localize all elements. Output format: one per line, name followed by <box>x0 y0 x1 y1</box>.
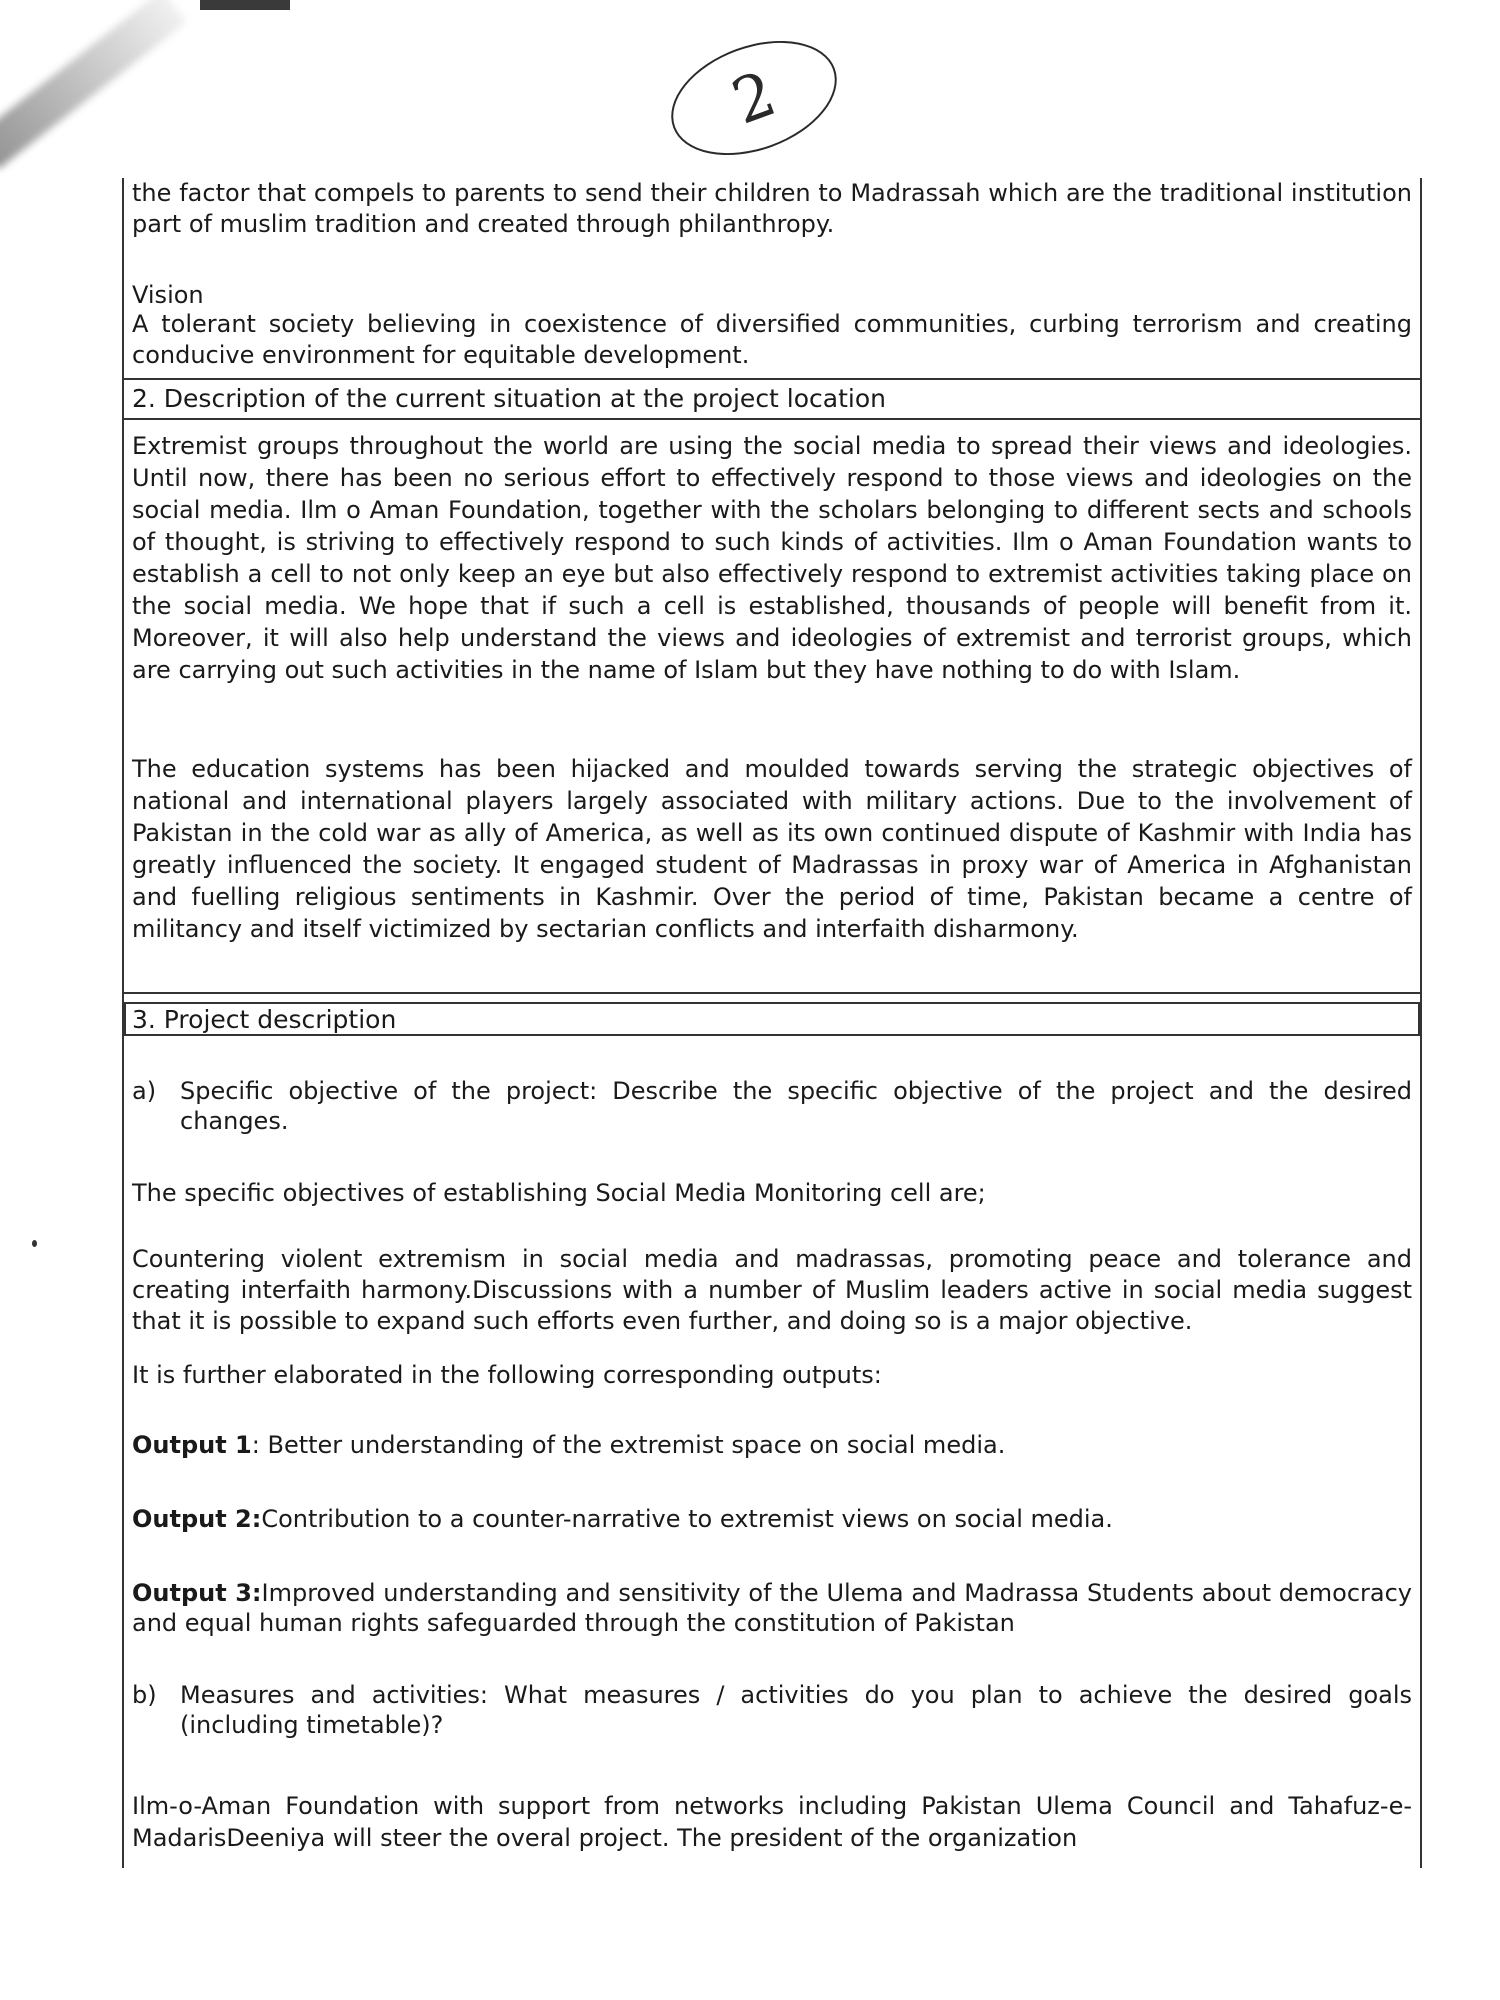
closing-paragraph: Ilm-o-Aman Foundation with support from networks including Pakistan Ulema Council and Tahafuz-e-MadarisDeeniya will steer the overal project. The president of the organization <box>132 1792 1412 1852</box>
objectives-intro: The specific objectives of establishing Social Media Monitoring cell are; <box>132 1179 986 1207</box>
section2-paragraph-2: The education systems has been hijacked and moulded towards serving the strategic objectives of national and international players largely associated with military actions. Due to the involvement of Pakistan in the cold war as ally of America, as well as its own continued dispute of Kashmir with India has greatly influenced the society. It engaged student of Madrassas in proxy war of America in Afghanistan and fuelling religious sentiments in Kashmir. Over the period of time, Pakistan became a centre of militancy and itself victimized by sectarian conflicts and interfaith disharmony. <box>132 755 1412 943</box>
list-marker: b) <box>132 1681 157 1709</box>
section3-heading: 3. Project description <box>132 1005 397 1034</box>
list-item-text: Measures and activities: What measures / activities do you plan to achieve the desired goals (including timetable)? <box>180 1681 1412 1739</box>
scan-corner-mark <box>200 0 290 10</box>
outputs-intro: It is further elaborated in the following corresponding outputs: <box>132 1361 882 1389</box>
vision-text: A tolerant society believing in coexistence of diversified communities, curbing terrorism and creating conducive environment for equitable development. <box>132 310 1412 369</box>
list-item-a <box>132 1076 1412 1136</box>
scan-smudge <box>0 0 187 170</box>
section-divider <box>122 418 1422 420</box>
objectives-paragraph: Countering violent extremism in social media and madrassas, promoting peace and tolerance and creating interfaith harmony.Discussions with a number of Muslim leaders active in social media suggest that it is possible to expand such efforts even further, and doing so is a major objective. <box>132 1245 1412 1335</box>
handwritten-page-number: 2 <box>655 20 852 177</box>
document-frame <box>122 178 1422 1868</box>
stray-dot <box>32 1240 37 1247</box>
section2-paragraph-1: Extremist groups throughout the world are using the social media to spread their views and ideologies. Until now, there has been no serious effort to effectively respond to those views and ideologies on the social media. Ilm o Aman Foundation, together with the scholars belonging to different sects and schools of thought, is striving to effectively respond to such kinds of activities. Ilm o Aman Foundation wants to establish a cell to not only keep an eye but also effectively respond to extremist activities taking place on the social media. We hope that if such a cell is established, thousands of people will benefit from it. Moreover, it will also help understand the views and ideologies of extremist and terrorist groups, which are carrying out such activities in the name of Islam but they have nothing to do with Islam. <box>132 432 1412 684</box>
list-marker: a) <box>132 1077 157 1105</box>
list-item-b <box>132 1680 1412 1740</box>
intro-paragraph: the factor that compels to parents to send their children to Madrassah which are the traditional institution part of muslim tradition and created through philanthropy. <box>132 179 1412 238</box>
output-2 <box>132 1504 1412 1535</box>
output-text: : Better understanding of the extremist space on social media. <box>251 1431 1006 1459</box>
section2-heading: 2. Description of the current situation at the project location <box>132 384 887 413</box>
output-1 <box>132 1430 1412 1461</box>
vision-heading: Vision <box>132 281 204 309</box>
section-divider <box>122 378 1422 380</box>
output-3 <box>132 1578 1412 1638</box>
section-divider <box>122 992 1422 994</box>
output-text: Contribution to a counter-narrative to extremist views on social media. <box>261 1505 1113 1533</box>
list-item-text: Specific objective of the project: Describe the specific objective of the project and the desired changes. <box>180 1077 1412 1135</box>
output-label: Output 1 <box>132 1431 252 1459</box>
section3-heading-box <box>124 1002 1420 1036</box>
output-label: Output 3: <box>132 1579 262 1607</box>
output-text: Improved understanding and sensitivity of the Ulema and Madrassa Students about democracy and equal human rights safeguarded through the constitution of Pakistan <box>132 1579 1413 1637</box>
output-label: Output 2: <box>132 1505 262 1533</box>
